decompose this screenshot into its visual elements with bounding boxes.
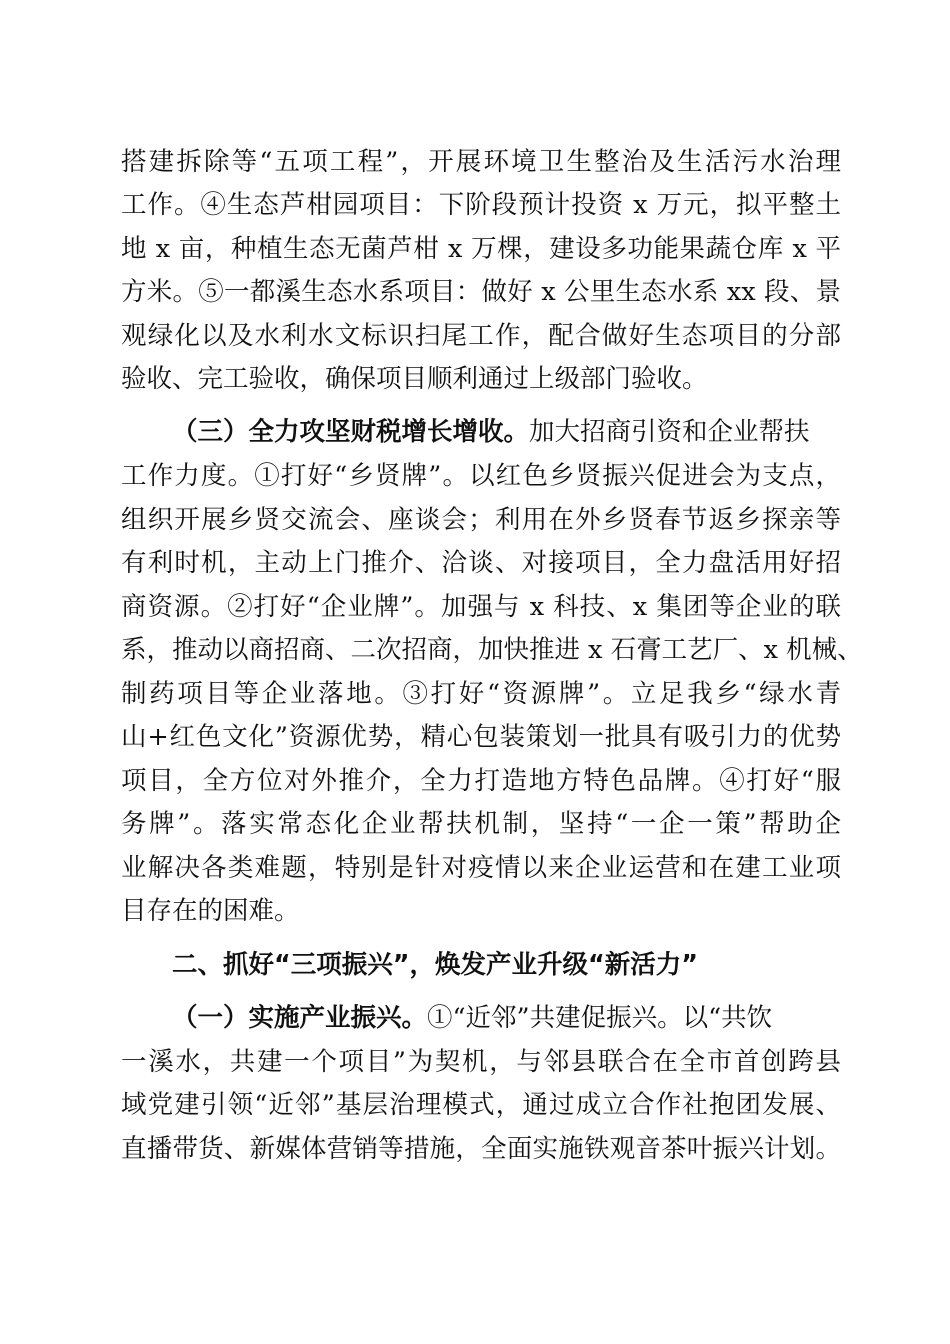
- body-line-18: 业解决各类难题，特别是针对疫情以来企业运营和在建工业项: [121, 853, 841, 883]
- body-line-25: 直播带货、新媒体营销等措施，全面实施铁观音茶叶振兴计划。: [121, 1134, 841, 1164]
- body-line-12: 商资源。②打好“企业牌”。加强与 x 科技、x 集团等企业的联: [121, 592, 841, 622]
- body-line-11: 有利时机，主动上门推介、洽谈、对接项目，全力盘活用好招: [121, 548, 841, 578]
- body-line-17: 务牌”。落实常态化企业帮扶机制，坚持“一企一策”帮助企: [121, 809, 841, 839]
- section-3-paragraph-start: [172, 411, 842, 453]
- body-line-9: 工作力度。①打好“乡贤牌”。以红色乡贤振兴促进会为支点，: [121, 461, 841, 491]
- chapter-2-heading: 二、抓好“三项振兴”，焕发产业升级“新活力”: [172, 950, 699, 980]
- body-line-1: 搭建拆除等“五项工程”，开展环境卫生整治及生活污水治理: [121, 147, 841, 177]
- body-line-19: 目存在的困难。: [121, 896, 300, 926]
- body-line-13: 系，推动以商招商、二次招商，加快推进 x 石膏工艺厂、x 机械、: [121, 635, 863, 665]
- body-line-4: 方米。⑤一都溪生态水系项目：做好 x 公里生态水系 xx 段、景: [121, 277, 841, 307]
- body-line-10: 组织开展乡贤交流会、座谈会；利用在外乡贤春节返乡探亲等: [121, 505, 841, 535]
- section-3-lead-text: 加大招商引资和企业帮扶: [529, 417, 810, 447]
- body-line-14: 制药项目等企业落地。③打好“资源牌”。立足我乡“绿水青: [121, 679, 841, 709]
- section-1-lead-text: ①“近邻”共建促振兴。以“共饮: [427, 1003, 773, 1033]
- body-line-3: 地 x 亩，种植生态无菌芦柑 x 万棵，建设多功能果蔬仓库 x 平: [121, 234, 841, 264]
- body-line-5: 观绿化以及水利水文标识扫尾工作，配合做好生态项目的分部: [121, 321, 841, 351]
- body-line-2: 工作。④生态芦柑园项目：下阶段预计投资 x 万元，拟平整土: [121, 190, 841, 220]
- body-line-15: 山+红色文化”资源优势，精心包装策划一批具有吸引力的优势: [121, 722, 841, 752]
- section-1-heading: （一）实施产业振兴。: [172, 1003, 428, 1033]
- body-line-24: 域党建引领“近邻”基层治理模式，通过成立合作社抱团发展、: [121, 1090, 841, 1120]
- body-line-16: 项目，全方位对外推介，全力打造地方特色品牌。④打好“服: [121, 766, 841, 796]
- section-3-heading: （三）全力攻坚财税增长增收。: [172, 417, 530, 447]
- body-line-6: 验收、完工验收，确保项目顺利通过上级部门验收。: [121, 364, 708, 394]
- body-line-23: 一溪水，共建一个项目”为契机，与邻县联合在全市首创跨县: [121, 1047, 841, 1077]
- section-1-paragraph-start: [172, 997, 842, 1039]
